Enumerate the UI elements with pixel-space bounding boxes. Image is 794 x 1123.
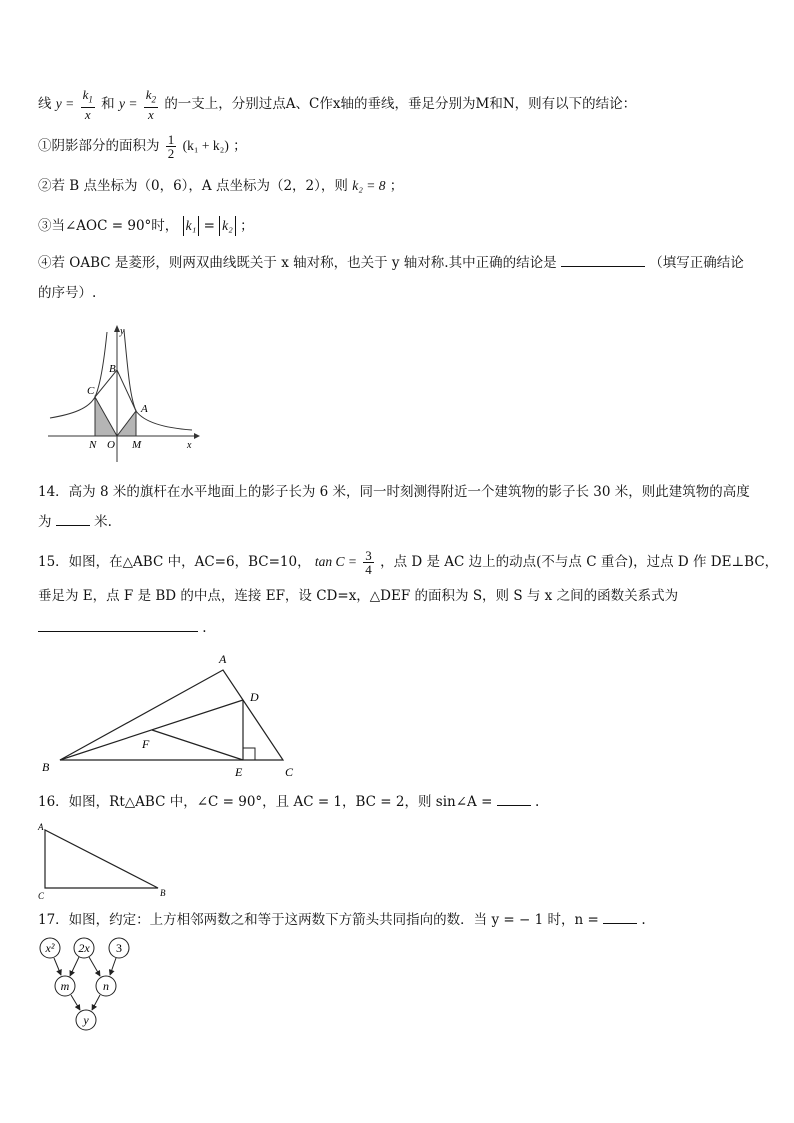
label-M: M: [132, 439, 142, 451]
hyperbola-figure: [44, 322, 204, 467]
fraction-k2-over-x: $\frac{k_2}{x}$: [145, 87, 157, 122]
label-B: B: [42, 760, 50, 774]
q16-line1: 16．如图，Rt△ABC 中，∠C = 90°，且 AC = 1，BC = 2，则 sin∠A = .: [38, 794, 540, 810]
segment-EF: [152, 730, 243, 760]
q13-conclusion-2: ②若 B 点坐标为（0，6），A 点坐标为（2，2），则 k₂ = 8 ；: [38, 178, 404, 194]
node-m-label: m: [60, 979, 70, 993]
label-B: B: [109, 363, 116, 375]
answer-blank-15[interactable]: [38, 619, 198, 632]
answer-blank-17[interactable]: [603, 911, 637, 924]
x-axis-arrow: [194, 433, 200, 439]
node-n-label: n: [103, 979, 109, 993]
label-A: A: [219, 652, 227, 666]
node-2x-label: 2x: [78, 941, 90, 955]
label-x: x: [187, 440, 192, 451]
label-N: N: [89, 439, 97, 451]
label-D: D: [250, 690, 259, 704]
arrow-m-to-y: [71, 995, 80, 1010]
q14-line2: 为 米.: [38, 514, 112, 530]
arrow-2x-to-n: [89, 957, 100, 976]
right-triangle-ABC: [45, 830, 158, 888]
label-C: C: [38, 891, 45, 901]
arrow-n-to-y: [92, 995, 100, 1010]
triangle-figure-16: [34, 818, 174, 902]
q17-line1: 17．如图，约定：上方相邻两数之和等于这两数下方箭头共同指向的数．当 y = − 1 时，n = .: [38, 912, 646, 928]
q13-conclusion-3: ③当∠AOC = 90°时， k₁ = k₂ ；: [38, 218, 254, 234]
shaded-triangle-right: [117, 411, 136, 436]
answer-blank-14[interactable]: [56, 513, 90, 526]
right-angle-mark: [243, 748, 255, 760]
fraction-three-quarters: $\frac{3}{4}$: [365, 548, 372, 577]
label-A: A: [141, 403, 148, 415]
q13-line-last: 的序号）.: [38, 285, 97, 301]
q13-conclusion-1: ①阴影部分的面积为 $\frac{1}{2}$ (k₁ + k₂) ；: [38, 132, 247, 161]
segment-BA: [117, 370, 136, 411]
label-B: B: [160, 888, 166, 898]
q14-line1: 14．高为 8 米的旗杆在水平地面上的影子长为 6 米，同一时刻测得附近一个建筑物的影子长 30 米，则此建筑物的高度: [38, 484, 750, 500]
label-A: A: [38, 822, 44, 832]
triangle-figure-15: [36, 650, 306, 780]
fraction-one-half: $\frac{1}{2}$: [167, 132, 175, 161]
shaded-triangle-left: [95, 397, 117, 436]
q15-line3: .: [38, 618, 207, 638]
triangle-ABC: [60, 670, 283, 760]
q15-line1: 15．如图，在△ABC 中，AC=6，BC=10， tan C = $\frac{3}{4}$ ，点 D 是 AC 边上的动点(不与点 C 重合)，过点 D 作 DE⊥BC，: [38, 548, 779, 577]
label-C: C: [87, 385, 95, 397]
label-E: E: [235, 765, 243, 779]
q13-conclusion-4: ④若 OABC 是菱形，则两双曲线既关于 x 轴对称，也关于 y 轴对称.其中正确的结论是 （填写正确结论: [38, 255, 744, 271]
node-3-label: 3: [116, 941, 122, 955]
q15-line2: 垂足为 E，点 F 是 BD 的中点，连接 EF，设 CD=x，△DEF 的面积为 S，则 S 与 x 之间的函数关系式为: [38, 588, 679, 604]
label-y: y: [120, 326, 125, 337]
sum-diagram-17: [34, 934, 144, 1034]
arrow-3-to-n: [110, 958, 116, 975]
answer-blank-13[interactable]: [561, 254, 645, 267]
q13-line1: 线 y = $\frac{k_1}{x}$ 和 y = $\frac{k_2}{x}$ 的一支上，分别过点A、C作x轴的垂线，垂足分别为M和N，则有以下的结论：: [38, 87, 637, 122]
answer-blank-16[interactable]: [497, 793, 531, 806]
fraction-k1-over-x: $\frac{k_1}{x}$: [82, 87, 93, 122]
label-O: O: [107, 439, 115, 451]
arrow-2x-to-m: [70, 957, 79, 976]
label-C: C: [285, 765, 294, 779]
node-x-squared-label: x²: [45, 941, 55, 955]
label-F: F: [142, 737, 150, 751]
node-y-label: y: [83, 1013, 89, 1027]
arrow-x2-to-m: [54, 958, 61, 975]
